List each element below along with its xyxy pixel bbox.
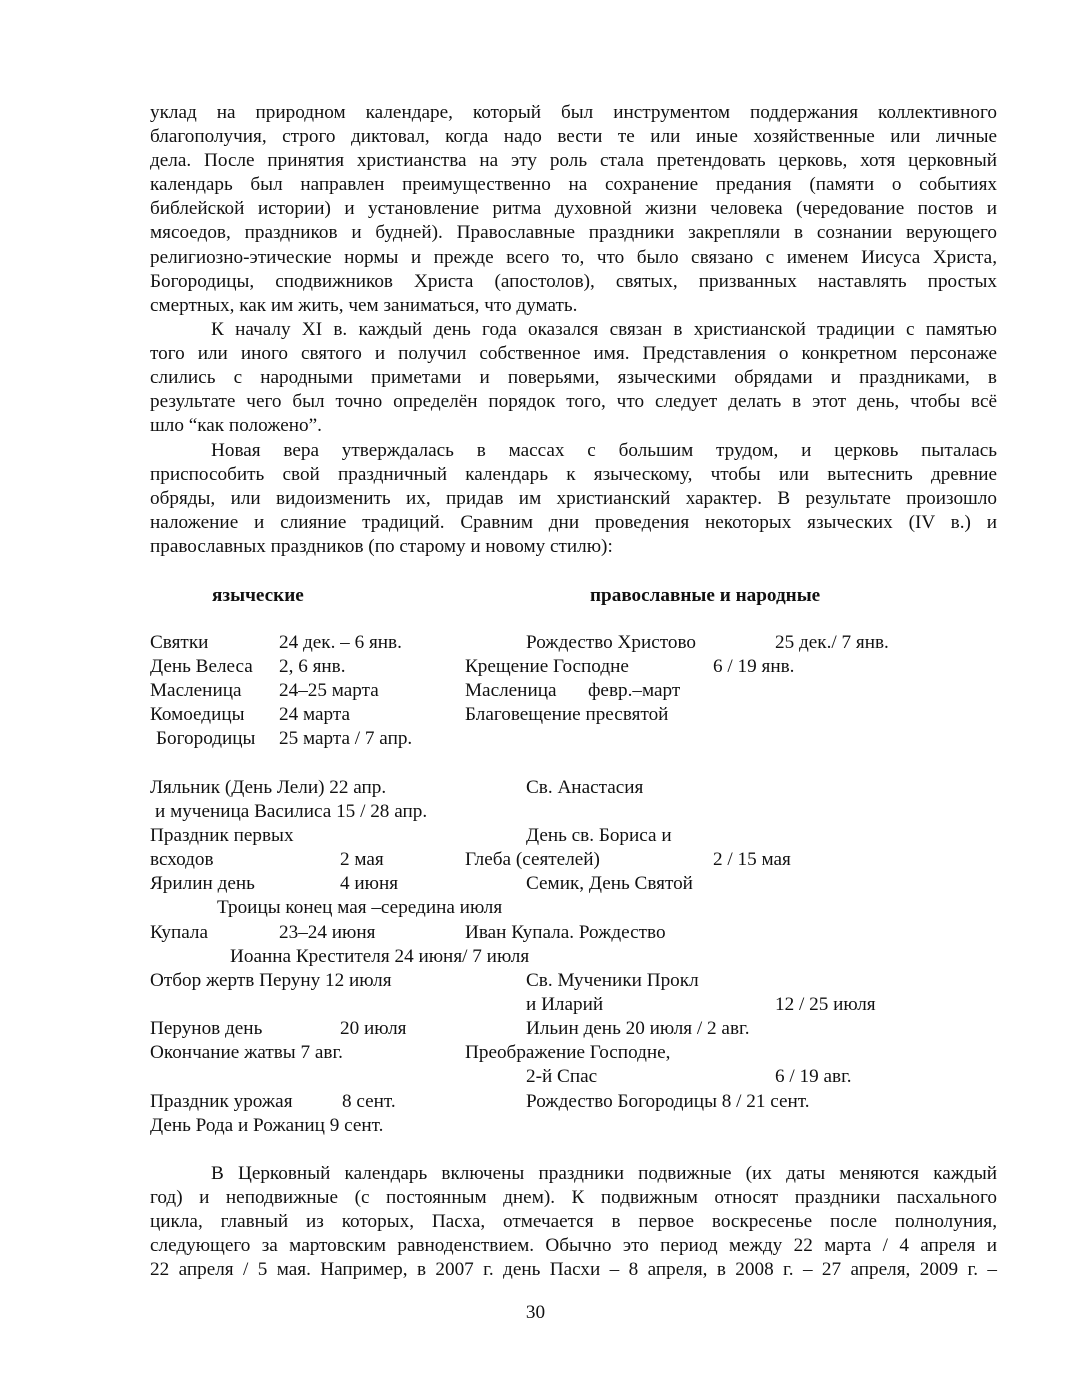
orthodox-date: 6 / 19 янв. bbox=[713, 656, 795, 677]
page-number: 30 bbox=[525, 1302, 546, 1323]
pagan-holiday: всходов bbox=[150, 849, 214, 870]
text-line: благополучия, строго диктовал, когда надо вести те или иные хозяйственные или личные bbox=[150, 126, 997, 148]
pagan-holiday: Ярилин день bbox=[150, 873, 255, 894]
text-line: смертных, как им жить, чем заниматься, что думать. bbox=[150, 294, 578, 316]
pagan-date: 24 дек. – 6 янв. bbox=[279, 632, 402, 653]
pagan-holiday: Окончание жатвы 7 авг. bbox=[150, 1042, 343, 1063]
pagan-holiday: День Рода и Рожаниц 9 сент. bbox=[150, 1115, 384, 1136]
pagan-holiday: Комоедицы bbox=[150, 704, 245, 725]
pagan-date: 24 марта bbox=[279, 704, 350, 725]
pagan-date: 23–24 июня bbox=[279, 922, 376, 943]
orthodox-holiday: Благовещение пресвятой bbox=[465, 704, 669, 725]
pagan-holiday: Праздник урожая bbox=[150, 1091, 293, 1112]
text-line: К началу XI в. каждый день года оказался связан в христианской традиции с памятью bbox=[211, 319, 997, 340]
orthodox-holiday: Богородицы bbox=[156, 728, 256, 749]
pagan-holiday: Купала bbox=[150, 922, 208, 943]
orthodox-holiday: Глеба (сеятелей) bbox=[465, 849, 600, 870]
orthodox-holiday: Рождество Богородицы 8 / 21 сент. bbox=[526, 1091, 810, 1112]
orthodox-holiday: и мученица Василиса 15 / 28 апр. bbox=[155, 801, 428, 822]
pagan-holiday: Перунов день bbox=[150, 1018, 263, 1039]
pagan-date: 4 июня bbox=[340, 873, 399, 894]
text-line: того или иного святого и получил собственное имя. Представления о конкретном персонаже bbox=[150, 343, 997, 365]
text-line: цикла, главный из которых, Пасха, отмечается в первое воскресенье после полнолуния, bbox=[150, 1211, 997, 1233]
orthodox-holiday: Крещение Господне bbox=[465, 656, 629, 677]
header-orthodox: православные и народные bbox=[590, 585, 821, 606]
text-line: следующего за мартовским равноденствием. Обычно это период между 22 марта / 4 апреля и bbox=[150, 1235, 997, 1257]
pagan-holiday: Праздник первых bbox=[150, 825, 294, 846]
pagan-holiday: Масленица bbox=[150, 680, 242, 701]
orthodox-date: 12 / 25 июля bbox=[775, 994, 876, 1015]
pagan-date: 8 сент. bbox=[342, 1091, 396, 1112]
orthodox-holiday: Иван Купала. Рождество bbox=[465, 922, 666, 943]
text-line: календарь был направлен преимущественно на сохранение предания (памяти о событиях bbox=[150, 174, 997, 196]
text-line: религиозно-этические нормы и прежде всего то, что было связано с именем Иисуса Христа, bbox=[150, 246, 997, 268]
orthodox-holiday: Преображение Господне, bbox=[465, 1042, 671, 1063]
text-line: шло “как положено”. bbox=[150, 415, 322, 437]
orthodox-holiday: и Иларий bbox=[526, 994, 604, 1015]
text-line: уклад на природном календаре, который был инструментом поддержания коллективного bbox=[150, 102, 997, 123]
text-line: год) и неподвижные (с постоянным днем). К подвижным относят праздники пасхального bbox=[150, 1187, 997, 1209]
orthodox-holiday: Св. Анастасия bbox=[526, 777, 644, 798]
text-line: слились с народными приметами и поверьями, языческими обрядами и праздниками, в bbox=[150, 367, 997, 389]
orthodox-date: февр.–март bbox=[588, 680, 681, 701]
text-line: дела. После принятия христианства на эту роль стала претендовать церковь, хотя церковный bbox=[150, 150, 997, 172]
text-line: наложение и слияние традиций. Сравним дни проведения некоторых языческих (IV в.) и bbox=[150, 512, 997, 534]
text-line: православных праздников (по старому и новому стилю): bbox=[150, 536, 613, 558]
pagan-holiday: Святки bbox=[150, 632, 209, 653]
pagan-date: 2, 6 янв. bbox=[279, 656, 346, 677]
pagan-holiday: Отбор жертв Перуну 12 июля bbox=[150, 970, 392, 991]
text-line: В Церковный календарь включены праздники подвижные (их даты меняются каждый bbox=[211, 1163, 997, 1184]
orthodox-holiday: Св. Мученики Прокл bbox=[526, 970, 699, 991]
text-line: Богородицы, сподвижников Христа (апостолов), святых, призванных наставлять простых bbox=[150, 270, 997, 292]
paragraph-1 bbox=[150, 101, 997, 318]
orthodox-holiday: Иоанна Крестителя 24 июня/ 7 июля bbox=[230, 946, 530, 967]
text-line: 22 апреля / 5 мая. Например, в 2007 г. день Пасхи – 8 апреля, в 2008 г. – 27 апреля, 2009 г. – bbox=[150, 1259, 997, 1281]
text-line: мясоедов, праздников и будней). Православные праздники закрепляли в сознании верующего bbox=[150, 222, 997, 244]
orthodox-date: 2 / 15 мая bbox=[713, 849, 791, 870]
header-pagan: языческие bbox=[212, 585, 304, 606]
pagan-date: 20 июля bbox=[340, 1018, 407, 1039]
text-line: приспособить свой праздничный календарь к языческому, чтобы или вытеснить древние bbox=[150, 464, 997, 486]
paragraph-2 bbox=[150, 318, 997, 438]
pagan-holiday: День Велеса bbox=[150, 656, 253, 677]
text-line: Новая вера утверждалась в массах с большим трудом, и церковь пыталась bbox=[211, 440, 997, 461]
pagan-holiday: Ляльник (День Лели) 22 апр. bbox=[150, 777, 387, 798]
orthodox-date: 6 / 19 авг. bbox=[775, 1066, 852, 1087]
orthodox-holiday: Троицы конец мая –середина июля bbox=[217, 897, 503, 918]
text-line: результате чего был точно определён порядок того, что следует делать в этот день, чтобы всё bbox=[150, 391, 997, 413]
orthodox-holiday: Масленица bbox=[465, 680, 557, 701]
orthodox-date: 25 марта / 7 апр. bbox=[279, 728, 413, 749]
text-line: обряды, или видоизменить их, придав им христианский характер. В результате произошло bbox=[150, 488, 997, 510]
paragraph-4 bbox=[150, 1162, 997, 1282]
orthodox-holiday: Семик, День Святой bbox=[526, 873, 693, 894]
orthodox-date: 25 дек./ 7 янв. bbox=[775, 632, 889, 653]
orthodox-holiday: День св. Бориса и bbox=[526, 825, 672, 846]
pagan-date: 24–25 марта bbox=[279, 680, 379, 701]
orthodox-holiday: 2-й Спас bbox=[526, 1066, 598, 1087]
paragraph-3 bbox=[150, 439, 997, 559]
orthodox-holiday: Рождество Христово bbox=[526, 632, 697, 653]
pagan-date: 2 мая bbox=[340, 849, 384, 870]
text-line: библейской истории) и установление ритма духовной жизни человека (чередование постов и bbox=[150, 198, 997, 220]
orthodox-holiday: Ильин день 20 июля / 2 авг. bbox=[526, 1018, 750, 1039]
